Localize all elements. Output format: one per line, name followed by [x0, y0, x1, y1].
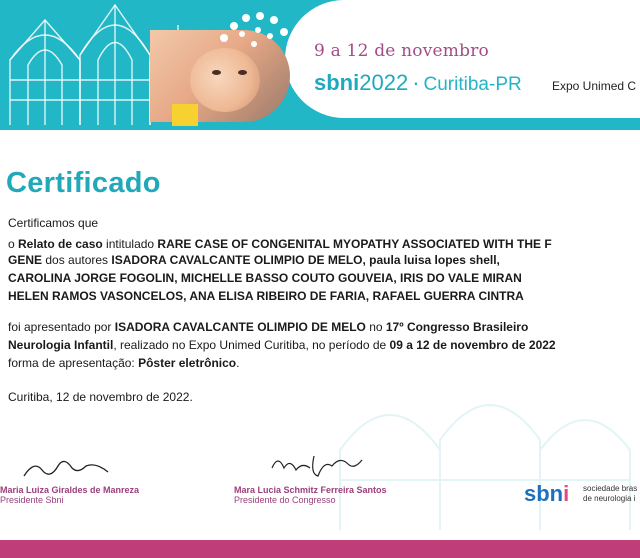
event-period: 09 a 12 de novembro de 2022	[389, 338, 556, 352]
signer-2-role: Presidente do Congresso	[234, 495, 336, 505]
brand-sbni: sbni	[314, 70, 360, 95]
event-dates: 9 a 12 de novembro	[314, 41, 489, 61]
line1-mid: intitulado	[102, 237, 158, 251]
body-line-1	[8, 237, 552, 251]
authors-line-4: HELEN RAMOS VASONCELOS, ANA ELISA RIBEIRO DE FARIA, RAFAEL GUERRA CINTRA	[8, 289, 524, 303]
header-banner	[0, 0, 640, 130]
first-author: ISADORA CAVALCANTE OLIMPIO DE MELO	[111, 253, 363, 267]
decorative-dots-icon	[214, 8, 294, 58]
sbni-logo-caption	[583, 484, 637, 504]
signature-block-1	[0, 485, 139, 505]
line1-pre: o	[8, 237, 19, 251]
certificate-title: Certificado	[6, 167, 161, 199]
presentation-format: Pôster eletrônico	[138, 356, 237, 370]
sbni-logo	[524, 481, 569, 507]
brand-city: Curitiba-PR	[423, 74, 522, 95]
line5-mid: no	[365, 320, 386, 334]
footer-bar	[0, 540, 640, 558]
place-date: Curitiba, 12 de novembro de 2022.	[8, 390, 193, 404]
line7-pre: forma de apresentação:	[8, 356, 139, 370]
sbni-logo-text: sbn	[524, 481, 564, 506]
event-brand	[314, 70, 522, 96]
work-title-part1: RARE CASE OF CONGENITAL MYOPATHY ASSOCIATED WITH THE F	[157, 237, 552, 251]
line6-mid: , realizado no Expo Unimed Curitiba, no período de	[113, 338, 390, 352]
signer-2-name: Mara Lucia Schmitz Ferreira Santos	[234, 485, 387, 495]
sbni-caption-line-1: sociedade bras	[583, 484, 638, 493]
brand-separator: ·	[412, 70, 420, 95]
line7-post: .	[236, 356, 240, 370]
yellow-accent-block	[172, 104, 198, 126]
greenhouse-watermark	[330, 380, 640, 530]
signer-1-name: Maria Luiza Giraldes de Manreza	[0, 485, 140, 495]
line2-mid: dos autores	[42, 253, 112, 267]
line5-pre: foi apresentado por	[8, 320, 115, 334]
signature-block-2	[234, 485, 387, 505]
eye-left	[212, 70, 221, 75]
presenter-name: ISADORA CAVALCANTE OLIMPIO DE MELO	[114, 320, 366, 334]
work-title-part2: GENE	[8, 253, 43, 267]
sbni-caption-line-2: de neurologia i	[583, 494, 636, 503]
congress-name-part2: Neurologia Infantil	[8, 338, 114, 352]
eye-right	[238, 70, 247, 75]
brand-year: 2022	[359, 70, 409, 95]
authors-line-3: CAROLINA JORGE FOGOLIN, MICHELLE BASSO COUTO GOUVEIA, IRIS DO VALE MIRAN	[8, 271, 522, 285]
sbni-logo-dot: i	[563, 481, 570, 506]
body-line-6	[8, 338, 556, 352]
signature-2-handwriting	[268, 448, 368, 482]
event-venue: Expo Unimed C	[552, 79, 637, 93]
body-line-7	[8, 356, 239, 370]
signer-1-role: Presidente Sbni	[0, 495, 64, 505]
intro-text: Certificamos que	[8, 216, 99, 230]
congress-name-part1: 17º Congresso Brasileiro	[385, 320, 529, 334]
body-line-2	[8, 253, 500, 267]
signature-1-handwriting	[20, 452, 120, 482]
body-line-5	[8, 320, 528, 334]
work-type: Relato de caso	[18, 237, 103, 251]
line2-rest: , paula luisa lopes shell,	[362, 253, 500, 267]
